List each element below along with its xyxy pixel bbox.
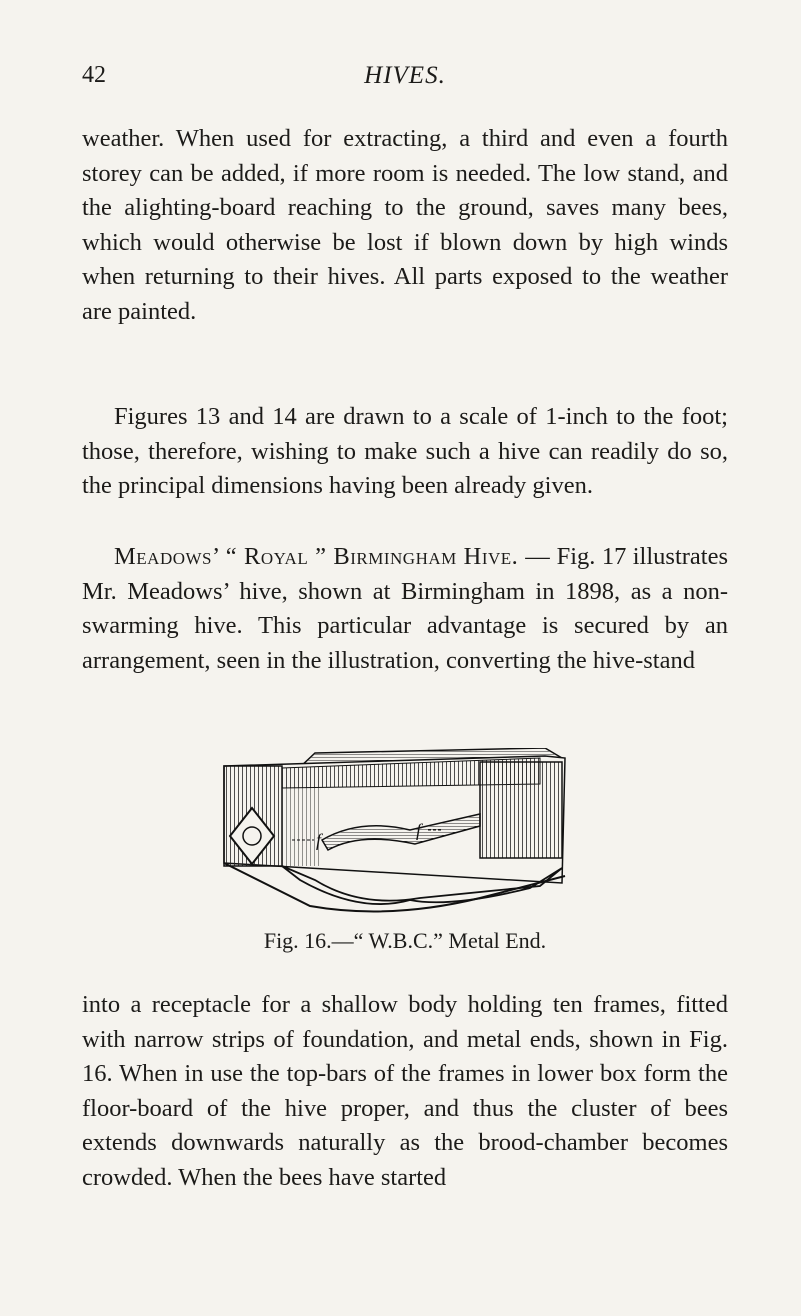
page-header [82,62,728,102]
figure-16-illustration [210,748,600,918]
paragraph-1: weather. When used for extracting, a third and even a fourth storey can be added, if more room is needed. The low stand, and the alighting-board reaching to the ground, saves many bees, which would otherwise be lost if blown down by high winds when returning to their hives. All parts exposed to the weather are painted. [82,125,728,325]
figure-label-f-left: f [316,830,322,850]
metal-end-engraving [210,748,600,918]
figure-caption: Fig. 16.—“ W.B.C.” Metal End. [263,928,547,953]
running-title: HIVES. [364,62,446,89]
paragraph-3 [82,540,728,678]
paragraph-4: into a receptacle for a shallow body holding ten frames, fitted with narrow strips of foundation, and metal ends, shown in Fig. 16. When in use the top-bars of the frames in lower box form the floor-board of the hive proper, and thus the cluster of bees extends downwards naturally as the brood-chamber becomes crowded. When the bees have started [82,991,728,1191]
right-hatched-block [480,762,562,858]
section-heading: Meadows’ “ Royal ” Birmingham Hive. — [114,543,551,570]
inner-hatched-column [282,788,322,866]
paragraph-2: Figures 13 and 14 are drawn to a scale of 1-inch to the foot; those, therefore, wishing to make such a hive can readily do so, the principal dimensions having been already given. [82,403,728,500]
page-number: 42 [82,62,106,88]
paragraph-3-body: Fig. 17 illustrates Mr. Meadows’ hive, shown at Birmingham in 1898, as a non-swarming hive. This particular advantage is secured by an arrangement, seen in the illustration, converting the hive-stand [82,543,728,674]
figure-label-f-right: f [416,820,422,840]
